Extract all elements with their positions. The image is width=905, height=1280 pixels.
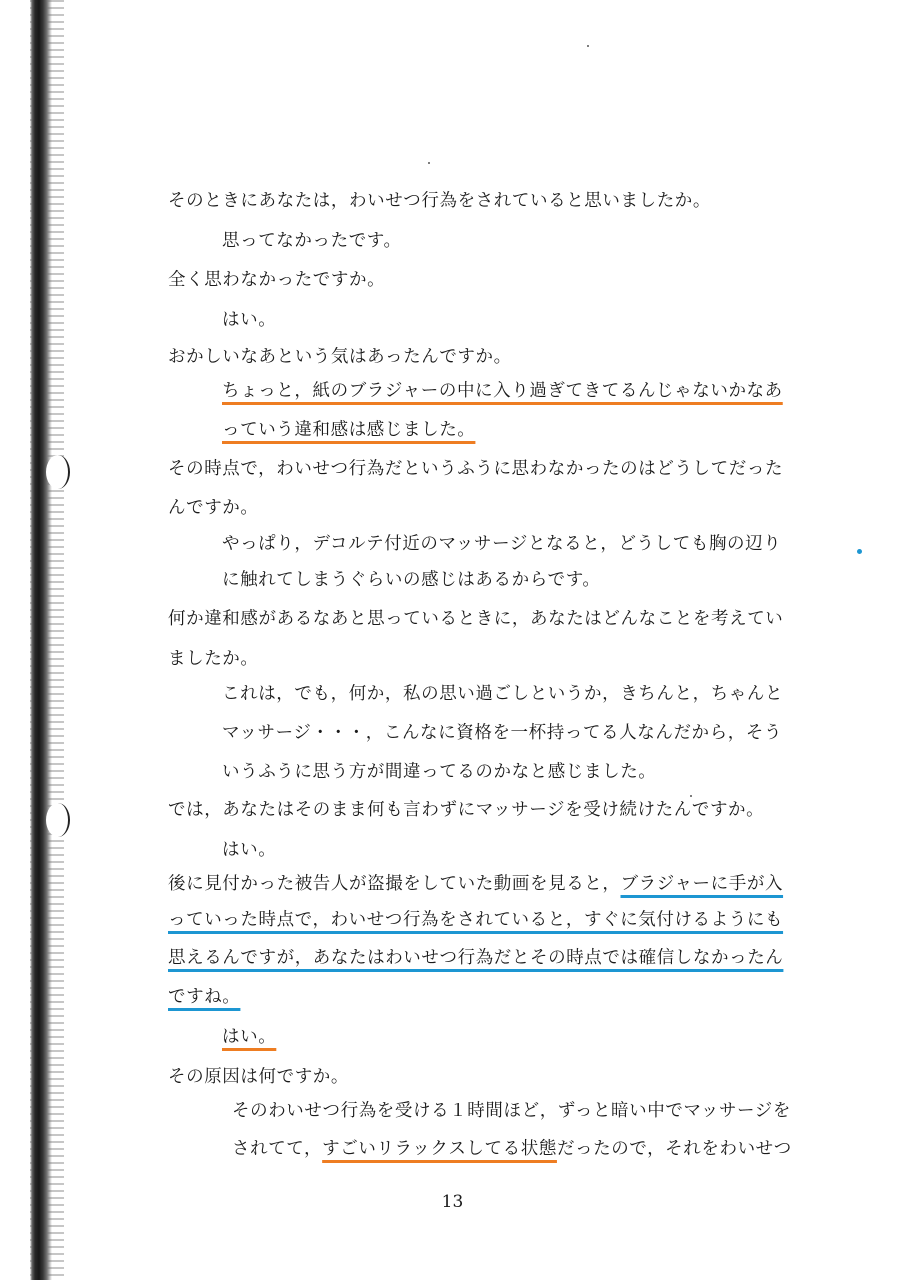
- scan-speck: [587, 45, 589, 47]
- highlight-blue: っていった時点で，わいせつ行為をされていると，すぐに気付けるようにも: [168, 910, 784, 930]
- answer-line: [232, 1136, 792, 1162]
- question-line: [168, 945, 783, 971]
- text-span: されてて，: [232, 1139, 323, 1159]
- highlight-blue: ですね。: [168, 987, 241, 1007]
- question-line: [168, 871, 783, 897]
- question-line: ましたか。: [168, 649, 259, 669]
- answer-line: [222, 378, 783, 404]
- highlight-orange: はい。: [222, 1027, 277, 1047]
- answer-line: そのわいせつ行為を受ける１時間ほど，ずっと暗い中でマッサージを: [232, 1101, 791, 1121]
- highlight-blue: 思えるんですが，あなたはわいせつ行為だとその時点では確信しなかったん: [168, 948, 784, 968]
- answer-line: [222, 417, 475, 443]
- answer-line: マッサージ・・・，こんなに資格を一杯持ってる人なんだから，そう: [222, 723, 783, 743]
- question-line: そのときにあなたは，わいせつ行為をされていると思いましたか。: [168, 191, 711, 211]
- answer-line: はい。: [222, 840, 277, 860]
- highlight-orange: ちょっと，紙のブラジャーの中に入り過ぎてきてるんじゃないかなあ: [222, 381, 783, 401]
- question-line: おかしいなあという気はあったんですか。: [168, 347, 512, 367]
- question-line: その時点で，わいせつ行為だというふうに思わなかったのはどうしてだった: [168, 459, 784, 479]
- question-line: では，あなたはそのまま何も言わずにマッサージを受け続けたんですか。: [168, 800, 765, 820]
- answer-line: [222, 1024, 276, 1050]
- answer-line: いうふうに思う方が間違ってるのかなと感じました。: [222, 762, 657, 782]
- text-span: だったので，それをわいせつ: [556, 1139, 792, 1159]
- page-number: 13: [441, 1192, 464, 1212]
- answer-line: はい。: [222, 310, 277, 330]
- answer-line: に触れてしまうぐらいの感じはあるからです。: [222, 570, 601, 590]
- question-line: 何か違和感があるなあと思っているときに，あなたはどんなことを考えてい: [168, 609, 784, 629]
- question-line: [168, 984, 240, 1010]
- question-line: 全く思わなかったですか。: [168, 270, 386, 290]
- text-span: 後に見付かった被告人が盗撮をしていた動画を見ると，: [168, 874, 621, 894]
- highlight-blue: ブラジャーに手が入: [620, 874, 784, 894]
- punch-hole: [46, 455, 70, 489]
- question-line: その原因は何ですか。: [168, 1067, 349, 1087]
- binding-edge: [30, 0, 64, 1280]
- question-line: んですか。: [168, 498, 259, 518]
- question-line: [168, 907, 783, 933]
- scan-speck: [428, 162, 430, 164]
- highlight-orange: すごいリラックスしてる状態: [322, 1139, 557, 1159]
- answer-line: これは，でも，何か，私の思い過ごしというか，きちんと，ちゃんと: [222, 684, 784, 704]
- answer-line: 思ってなかったです。: [222, 231, 402, 251]
- punch-hole: [46, 803, 70, 837]
- blue-dot-mark: [857, 549, 862, 554]
- highlight-orange: っていう違和感は感じました。: [222, 420, 476, 440]
- answer-line: やっぱり，デコルテ付近のマッサージとなると，どうしても胸の辺り: [222, 534, 782, 554]
